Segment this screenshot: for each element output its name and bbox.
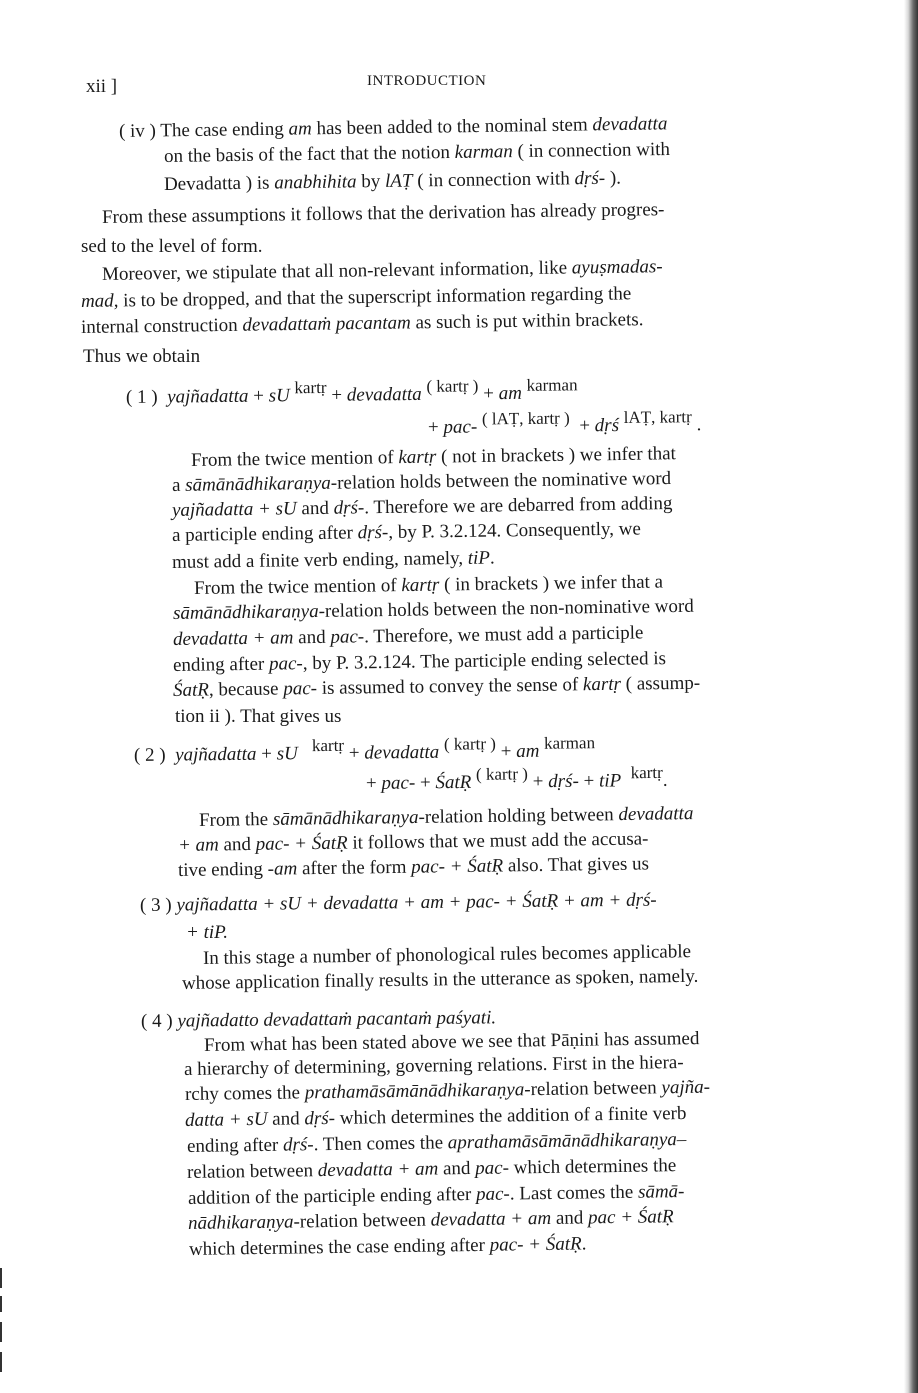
margin-mark: [0, 1296, 2, 1312]
text-line: Thus we obtain: [83, 346, 201, 367]
text-line: From the twice mention of kartṛ ( in brackets ) we infer that a: [193, 571, 664, 599]
text-line: In this stage a number of phonological rules becomes applicable: [202, 941, 692, 969]
text-line: a participle ending after dṛś-, by P. 3.2.124. Consequently, we: [171, 518, 642, 546]
text-line: + am and pac- + ŚatṚ it follows that we must add the accusa-: [177, 828, 649, 856]
text-line: which determines the case ending after pac- + ŚatṚ.: [188, 1233, 587, 1260]
text-line: datta + sU and dṛś- which determines the addition of a finite verb: [184, 1102, 687, 1131]
text-line: From what has been stated above we see that Pāṇini has assumed: [203, 1028, 700, 1056]
formula-line: ( 1 ) yajñadatta + sU $^{kartṛ}$ + devadatta $^{( kartṛ )}$ + am $^{karman}$: [125, 375, 578, 408]
text-line: From the twice mention of kartṛ ( not in brackets ) we infer that: [190, 443, 677, 471]
page-number: xii ]: [86, 76, 118, 97]
text-line: a hierarchy of determining, governing relations. First in the hiera-: [183, 1052, 684, 1080]
formula-line: ( 2 ) yajñadatta + sU $^{kartṛ}$ + devadatta $^{( kartṛ )}$ + am $^{karman}$: [133, 733, 596, 766]
text-line: ending after pac-, by P. 3.2.124. The participle ending selected is: [172, 648, 667, 676]
text-line: Moreover, we stipulate that all non-relevant information, like ayuṣmadas-: [101, 256, 663, 285]
text-line: mad, is to be dropped, and that the superscript information regarding the: [80, 283, 632, 312]
text-line: From the sāmānādhikaraṇya-relation holding between devadatta: [198, 803, 694, 831]
text-line: From these assumptions it follows that the derivation has already progres-: [101, 199, 665, 228]
text-line: ( iv ) The case ending am has been added to the nominal stem devadatta: [118, 113, 668, 142]
text-line: must add a finite verb ending, namely, tiP.: [171, 547, 495, 573]
text-line: Devadatta ) is anabhihita by lAṬ ( in connection with dṛś- ).: [163, 167, 622, 195]
text-line: whose application finally results in the utterance as spoken, namely.: [181, 965, 699, 994]
text-line: internal construction devadattaṁ pacantam as such is put within brackets.: [80, 309, 644, 338]
formula-line: ( 4 ) yajñadatto devadattaṁ pacantaṁ paśyati.: [140, 1007, 497, 1032]
text-line: a sāmānādhikaraṇya-relation holds between the nominative word: [171, 468, 672, 496]
formula-line: + pac- + ŚatṚ $^{( kartṛ )}$ + dṛś- + tiP $^{kartṛ}$.: [365, 762, 668, 794]
page-edge-shadow: [904, 0, 918, 1393]
text-line: relation between devadatta + am and pac- which determines the: [186, 1155, 677, 1183]
text-line: nādhikaraṇya-relation between devadatta + am and pac + ŚatṚ: [187, 1206, 674, 1234]
text-line: ŚatṚ, because pac- is assumed to convey the sense of kartṛ ( assump-: [172, 672, 701, 701]
text-line: tion ii ). That gives us: [175, 706, 342, 727]
formula-line: + pac- $^{( lAṬ, kartṛ )}$ + dṛś $^{lAṬ, kartṛ}$ .: [427, 407, 702, 438]
text-line: rchy comes the prathamāsāmānādhikaraṇya-relation between yajña-: [184, 1076, 711, 1105]
margin-mark: [0, 1322, 2, 1342]
text-line: sāmānādhikaraṇya-relation holds between the non-nominative word: [172, 595, 694, 624]
text-line: addition of the participle ending after pac-. Last comes the sāmā-: [187, 1181, 685, 1209]
text-line: devadatta + am and pac-. Therefore, we must add a participle: [172, 622, 644, 650]
margin-mark: [0, 1352, 2, 1372]
formula-line: ( 3 ) yajñadatta + sU + devadatta + am + pac- + ŚatṚ + am + dṛś-: [139, 889, 657, 916]
formula-line: + tiP.: [186, 922, 229, 943]
text-line: on the basis of the fact that the notion karman ( in connection with: [163, 138, 671, 167]
text-line: tive ending -am after the form pac- + ŚatṚ also. That gives us: [177, 853, 650, 881]
text-line: yajñadatta + sU and dṛś-. Therefore we are debarred from adding: [171, 493, 673, 521]
text-line: ending after dṛś-. Then comes the aprathamāsāmānādhikaraṇya–: [186, 1129, 687, 1157]
text-line: sed to the level of form.: [81, 236, 263, 257]
margin-mark: [0, 1268, 2, 1288]
running-title: INTRODUCTION: [367, 73, 487, 89]
